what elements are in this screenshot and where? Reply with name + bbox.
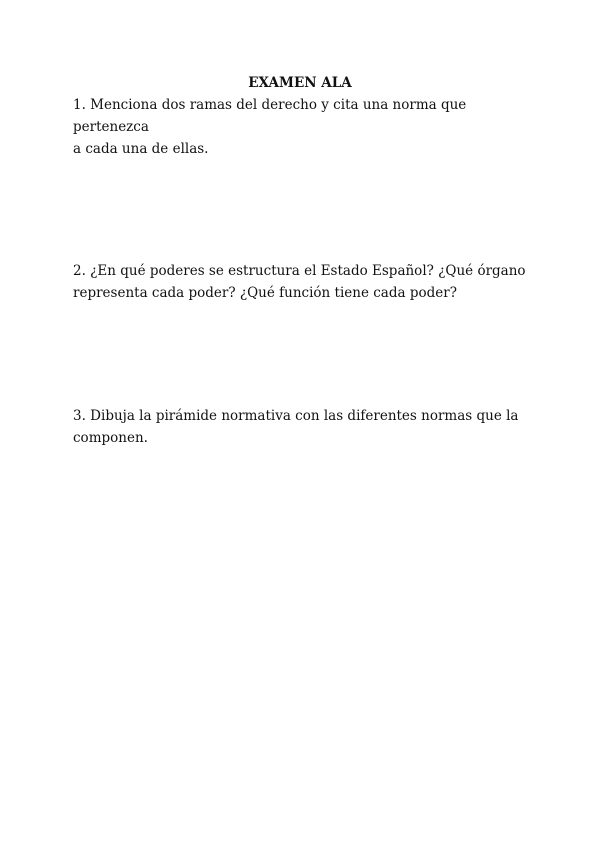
question-3-line-1: 3. Dibuja la pirámide normativa con las diferentes normas que la [73, 408, 519, 424]
question-3-line-2: componen. [73, 430, 148, 446]
question-1-line-1: 1. Menciona dos ramas del derecho y cita una norma que pertenezca [73, 97, 467, 135]
question-2-line-2: representa cada poder? ¿Qué función tiene cada poder? [73, 285, 457, 301]
question-3 [73, 405, 543, 449]
question-2-line-1: 2. ¿En qué poderes se estructura el Estado Español? ¿Qué órgano [73, 263, 526, 279]
question-1-line-2: a cada una de ellas. [73, 141, 209, 157]
exam-title: EXAMEN ALA [248, 75, 352, 91]
question-1 [73, 94, 543, 160]
question-2 [73, 260, 543, 304]
